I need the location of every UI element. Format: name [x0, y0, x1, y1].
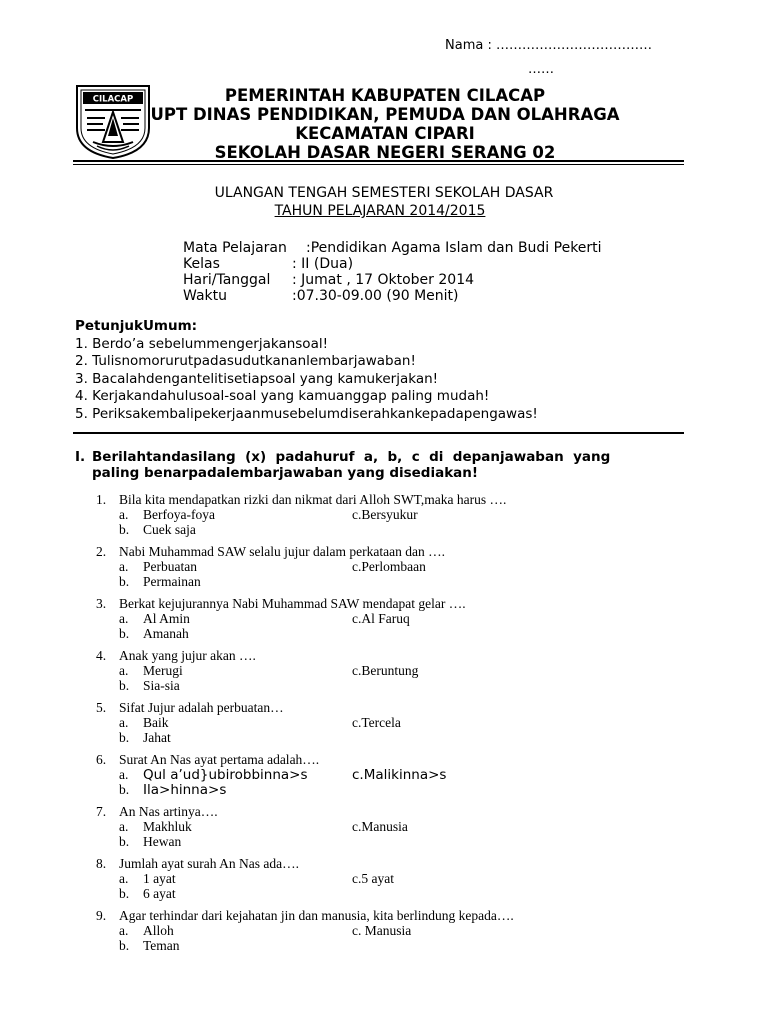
option-b-letter: b. — [119, 782, 130, 797]
question-text: An Nas artinya…. — [119, 804, 218, 819]
org-line-government: PEMERINTAH KABUPATEN CILACAP — [224, 86, 546, 105]
question-text: Nabi Muhammad SAW selalu jujur dalam perkataan dan …. — [119, 544, 445, 559]
info-label-class: Kelas — [183, 256, 220, 272]
option-a-text: Alloh — [143, 923, 174, 938]
option-b-text: Cuek saja — [143, 522, 196, 537]
instruction-item: 3. Bacalahdengantelitisetiapsoal yang kamukerjakan! — [75, 371, 439, 387]
question-text: Bila kita mendapatkan rizki dan nikmat dari Alloh SWT,maka harus …. — [119, 492, 507, 507]
instructions-divider — [73, 432, 684, 434]
option-a-text: Perbuatan — [143, 559, 197, 574]
option-b-text: Ila>hinna>s — [143, 782, 227, 798]
question-number: 1. — [96, 492, 107, 507]
header-divider-thin — [73, 164, 684, 165]
option-b-letter: b. — [119, 938, 130, 953]
option-a-letter: a. — [119, 663, 129, 678]
info-label-subject: Mata Pelajaran — [183, 240, 287, 256]
info-label-time: Waktu — [183, 288, 227, 304]
option-c-text: c.Malikinna>s — [352, 767, 447, 783]
option-a-letter: a. — [119, 871, 129, 886]
section-numeral: I. — [75, 449, 86, 465]
instruction-item: 1. Berdo’a sebelummengerjakansoal! — [75, 336, 329, 352]
question-number: 5. — [96, 700, 107, 715]
option-b-text: Sia-sia — [143, 678, 180, 693]
option-b-text: Teman — [143, 938, 180, 953]
name-field-label: Nama : ……………………………… — [445, 38, 652, 53]
option-a-text: 1 ayat — [143, 871, 176, 886]
option-a-text: Al Amin — [143, 611, 190, 626]
exam-year-wrap — [0, 203, 764, 219]
info-value-date: : Jumat , 17 Oktober 2014 — [292, 272, 475, 288]
name-field-continuation: …… — [528, 62, 554, 77]
question-number: 2. — [96, 544, 107, 559]
header-divider-thick — [73, 160, 684, 162]
instruction-item: 5. Periksakembalipekerjaanmusebelumdiserahkankepadapengawas! — [75, 406, 538, 422]
question-text: Anak yang jujur akan …. — [119, 648, 256, 663]
exam-title: ULANGAN TENGAH SEMESTERI SEKOLAH DASAR — [214, 185, 554, 201]
option-a-text: Makhluk — [143, 819, 192, 834]
org-line-department: UPT DINAS PENDIDIKAN, PEMUDA DAN OLAHRAGA — [150, 105, 620, 124]
option-b-text: 6 ayat — [143, 886, 176, 901]
option-b-letter: b. — [119, 678, 130, 693]
option-a-text: Baik — [143, 715, 169, 730]
option-b-text: Jahat — [143, 730, 171, 745]
org-line-school: SEKOLAH DASAR NEGERI SERANG 02 — [214, 143, 556, 162]
option-b-letter: b. — [119, 886, 130, 901]
instructions-heading: PetunjukUmum: — [75, 318, 198, 334]
option-c-text: c.Perlombaan — [352, 559, 426, 574]
org-line-district: KECAMATAN CIPARI — [295, 124, 475, 143]
question-number: 8. — [96, 856, 107, 871]
option-c-text: c.Bersyukur — [352, 507, 418, 522]
question-text: Sifat Jujur adalah perbuatan… — [119, 700, 284, 715]
option-b-letter: b. — [119, 522, 130, 537]
option-a-letter: a. — [119, 819, 129, 834]
question-text: Berkat kejujurannya Nabi Muhammad SAW mendapat gelar …. — [119, 596, 466, 611]
option-c-text: c.Beruntung — [352, 663, 419, 678]
question-number: 3. — [96, 596, 107, 611]
instruction-item: 2. Tulisnomorurutpadasudutkananlembarjawaban! — [75, 353, 416, 369]
question-text: Jumlah ayat surah An Nas ada…. — [119, 856, 299, 871]
info-value-class: : II (Dua) — [292, 256, 354, 272]
info-value-time: :07.30-09.00 (90 Menit) — [292, 288, 459, 304]
option-b-text: Hewan — [143, 834, 182, 849]
question-number: 7. — [96, 804, 107, 819]
option-b-text: Amanah — [143, 626, 189, 641]
option-a-text: Berfoya-foya — [143, 507, 215, 522]
option-b-letter: b. — [119, 626, 130, 641]
option-c-text: c.5 ayat — [352, 871, 394, 886]
section-instruction-line-1: Berilahtandasilang (x) padahuruf a, b, c di depanjawaban yang — [92, 449, 611, 465]
option-c-text: c. Manusia — [352, 923, 412, 938]
option-b-letter: b. — [119, 834, 130, 849]
option-c-text: c.Al Faruq — [352, 611, 410, 626]
cilacap-emblem-logo — [73, 84, 153, 160]
question-text: Surat An Nas ayat pertama adalah…. — [119, 752, 320, 767]
section-instruction-line-2: paling benarpadalembarjawaban yang disediakan! — [92, 465, 479, 481]
info-label-date: Hari/Tanggal — [183, 272, 271, 288]
option-b-letter: b. — [119, 730, 130, 745]
info-value-subject: :Pendidikan Agama Islam dan Budi Pekerti — [306, 240, 602, 256]
option-a-letter: a. — [119, 507, 129, 522]
question-number: 9. — [96, 908, 107, 923]
option-a-text: Merugi — [143, 663, 183, 678]
question-text: Agar terhindar dari kejahatan jin dan manusia, kita berlindung kepada…. — [119, 908, 514, 923]
option-b-letter: b. — [119, 574, 130, 589]
logo-text: CILACAP — [92, 94, 134, 105]
option-a-letter: a. — [119, 715, 129, 730]
option-a-letter: a. — [119, 611, 129, 626]
option-a-letter: a. — [119, 923, 129, 938]
option-c-text: c.Tercela — [352, 715, 401, 730]
option-a-text: Qul a’ud}ubirobbinna>s — [143, 767, 308, 783]
option-a-letter: a. — [119, 559, 129, 574]
question-number: 4. — [96, 648, 107, 663]
option-c-text: c.Manusia — [352, 819, 408, 834]
option-a-letter: a. — [119, 767, 129, 782]
option-b-text: Permainan — [143, 574, 201, 589]
question-number: 6. — [96, 752, 107, 767]
instruction-item: 4. Kerjakandahulusoal-soal yang kamuanggap paling mudah! — [75, 388, 490, 404]
exam-year: TAHUN PELAJARAN 2014/2015 — [274, 203, 486, 219]
